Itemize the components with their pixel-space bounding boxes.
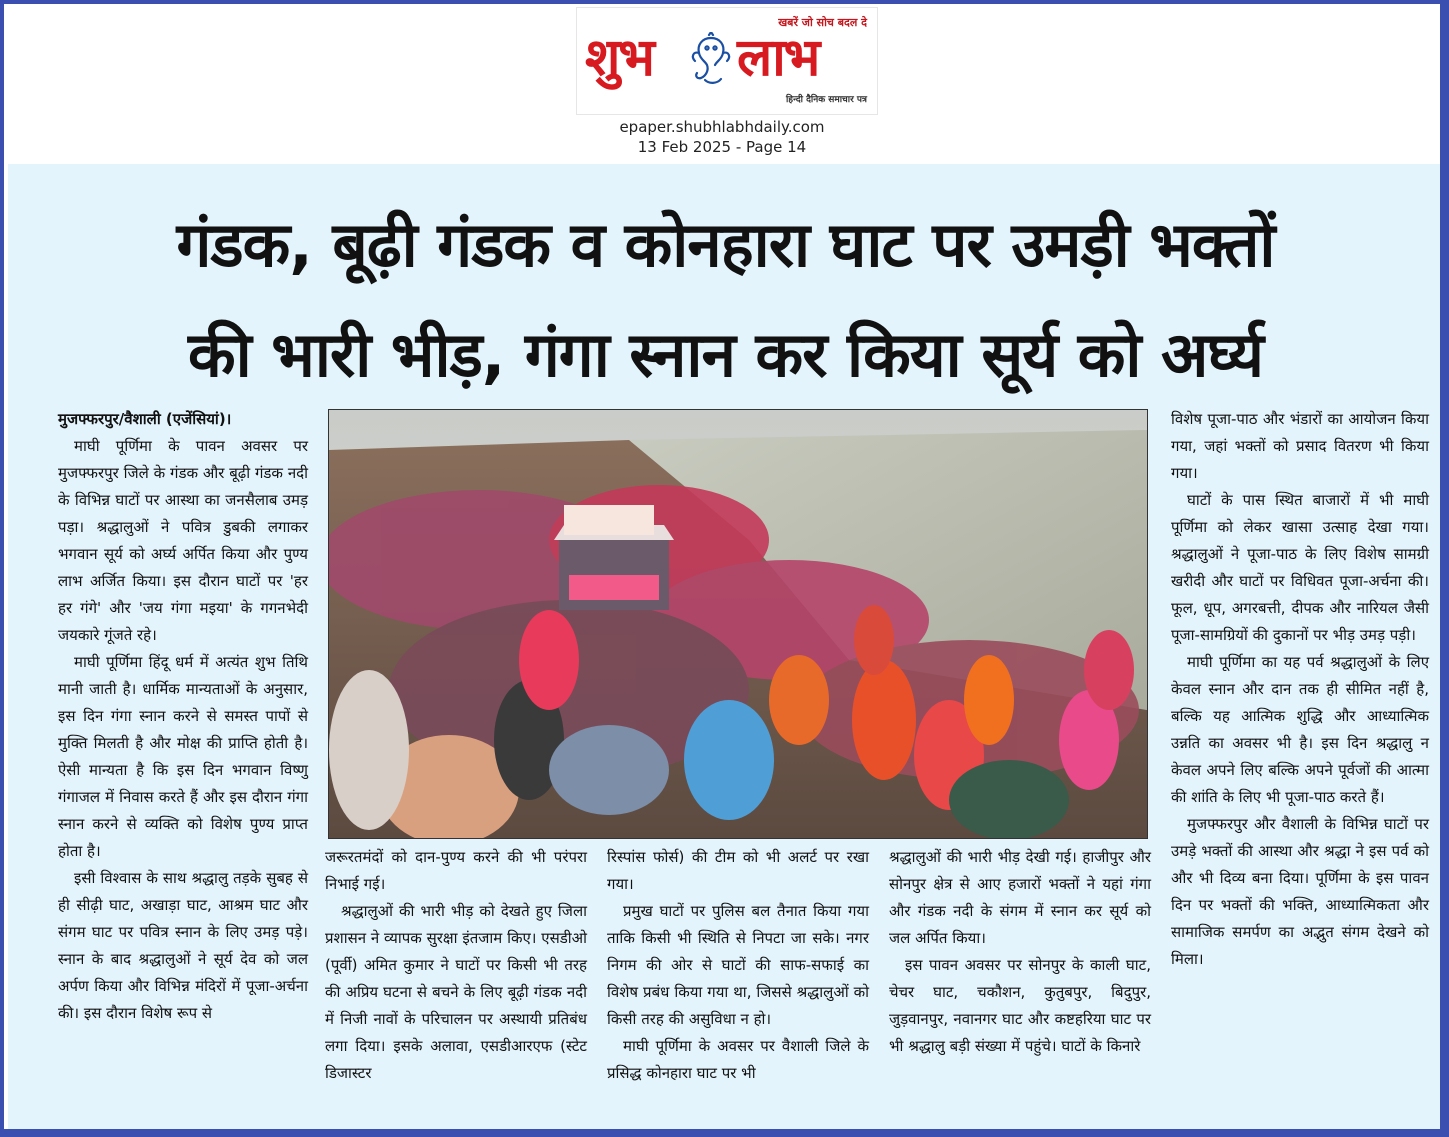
paragraph: घाटों के पास स्थित बाजारों में भी माघी पूर्णिमा को लेकर खासा उत्साह देखा गया। श्रद्धालुओं ने पूजा-पाठ के लिए विशेष सामग्री खरीदी और घाटों पर विधिवत पूजा-अर्चना की। फूल, धूप, अगरबत्ती, दीपक और नारियल जैसी पूजा-सामग्रियों की दुकानों पर भीड़ उमड़ पड़ी। — [1171, 491, 1429, 644]
paragraph: जरूरतमंदों को दान-पुण्य करने की भी परंपरा निभाई गई। — [325, 848, 587, 893]
headline — [28, 190, 1423, 410]
paragraph: श्रद्धालुओं की भारी भीड़ को देखते हुए जिला प्रशासन ने व्यापक सुरक्षा इंतजाम किए। एसडीओ (पूर्वी) अमित कुमार ने घाटों पर किसी भी तरह की अप्रिय घटना से बचने के लिए बूढ़ी गंडक नदी में निजी नावों के परिचालन पर अस्थायी प्रतिबंध लगा दिया। इसके अलावा, एसडीआरएफ (स्टेट डिजास्टर — [325, 902, 587, 1082]
paragraph: इस पावन अवसर पर सोनपुर के काली घाट, चेचर घाट, चकौशन, कुतुबपुर, बिदुपुर, जुड़वानपुर, नवानगर घाट और कष्टहरिया घाट पर भी श्रद्धालु बड़ी संख्या में पहुंचे। घाटों के किनारे — [889, 956, 1151, 1055]
logo-tagline: खबरें जो सोच बदल दे — [778, 16, 867, 29]
masthead — [4, 4, 1440, 164]
ganesha-icon — [687, 32, 735, 88]
paragraph: विशेष पूजा-पाठ और भंडारों का आयोजन किया गया, जहां भक्तों को प्रसाद वितरण भी किया गया। — [1171, 410, 1429, 482]
logo-word-shubh: शुभ — [585, 27, 653, 88]
logo-word-labh: लाभ — [737, 27, 819, 88]
epaper-page — [4, 4, 1440, 1129]
article-column-4 — [889, 844, 1151, 1060]
logo[interactable] — [576, 7, 878, 115]
ghat-crowd-photo — [328, 409, 1148, 839]
article-column-5 — [1171, 406, 1429, 973]
paragraph: श्रद्धालुओं की भारी भीड़ देखी गई। हाजीपुर और सोनपुर क्षेत्र से आए हजारों भक्तों ने यहां गंगा और गंडक नदी के संगम में स्नान कर सूर्य को जल अर्पित किया। — [889, 848, 1151, 947]
article-column-2 — [325, 844, 587, 1087]
paragraph: प्रमुख घाटों पर पुलिस बल तैनात किया गया ताकि किसी भी स्थिति से निपटा जा सके। नगर निगम की ओर से घाटों की साफ-सफाई का विशेष प्रबंध किया गया था, जिससे श्रद्धालुओं को किसी तरह की असुविधा न हो। — [607, 902, 869, 1028]
paragraph: इसी विश्वास के साथ श्रद्धालु तड़के सुबह से ही सीढ़ी घाट, अखाड़ा घाट, आश्रम घाट और संगम घाट पर पवित्र स्नान के लिए उमड़ पड़े। स्नान के बाद श्रद्धालुओं ने सूर्य देव को जल अर्पण किया और विभिन्न मंदिरों में पूजा-अर्चना की। इस दौरान विशेष रूप से — [58, 869, 308, 1022]
headline-line-1: गंडक, बूढ़ी गंडक व कोनहारा घाट पर उमड़ी भक्तों — [176, 208, 1275, 281]
logo-subtagline: हिन्दी दैनिक समाचार पत्र — [785, 95, 867, 105]
article-dateline: मुजफ्फरपुर/वैशाली (एजेंसियां)। — [58, 410, 232, 428]
paragraph: माघी पूर्णिमा के अवसर पर वैशाली जिले के प्रसिद्ध कोनहारा घाट पर भी — [607, 1037, 869, 1082]
paragraph: मुजफ्फरपुर और वैशाली के विभिन्न घाटों पर उमड़े भक्तों की आस्था और श्रद्धा ने इस पर्व को और भी दिव्य बना दिया। पूर्णिमा के इस पावन दिन पर भक्तों की भक्ति, आध्यात्मिकता और सामाजिक समर्पण का अद्भुत संगम देखने को मिला। — [1171, 815, 1429, 968]
news-article — [8, 164, 1440, 1129]
paragraph: माघी पूर्णिमा हिंदू धर्म में अत्यंत शुभ तिथि मानी जाती है। धार्मिक मान्यताओं के अनुसार, इस दिन गंगा स्नान करने से समस्त पापों से मुक्ति मिलती है और मोक्ष की प्राप्ति होती है। ऐसी मान्यता है कि इस दिन भगवान विष्णु गंगाजल में निवास करते हैं और इस दौरान गंगा स्नान करने से व्यक्ति को विशेष पुण्य प्राप्त होता है। — [58, 653, 308, 860]
paragraph: माघी पूर्णिमा के पावन अवसर पर मुजफ्फरपुर जिले के गंडक और बूढ़ी गंडक नदी के विभिन्न घाटों पर आस्था का जनसैलाब उमड़ पड़ा। श्रद्धालुओं ने पवित्र डुबकी लगाकर भगवान सूर्य को अर्घ्य अर्पित किया और पुण्य लाभ अर्जित किया। इस दौरान घाटों पर 'हर हर गंगे' और 'जय गंगा मइया' के गगनभेदी जयकारे गूंजते रहे। — [58, 437, 308, 644]
article-column-1 — [58, 406, 308, 1027]
paragraph: माघी पूर्णिमा का यह पर्व श्रद्धालुओं के लिए केवल स्नान और दान तक ही सीमित नहीं है, बल्कि यह आत्मिक शुद्धि और आध्यात्मिक उन्नति का अवसर भी है। इस दिन श्रद्धालु न केवल अपने लिए बल्कि अपने पूर्वजों की आत्मा की शांति के लिए भी पूजा-पाठ करते हैं। — [1171, 653, 1429, 806]
headline-line-2: की भारी भीड़, गंगा स्नान कर किया सूर्य को अर्घ्य — [188, 318, 1263, 391]
paragraph: रिस्पांस फोर्स) की टीम को भी अलर्ट पर रखा गया। — [607, 848, 869, 893]
article-column-3 — [607, 844, 869, 1087]
site-url: epaper.shubhlabhdaily.com — [619, 118, 825, 136]
photo-image — [329, 410, 1147, 838]
edition-date: 13 Feb 2025 - Page 14 — [637, 138, 807, 156]
